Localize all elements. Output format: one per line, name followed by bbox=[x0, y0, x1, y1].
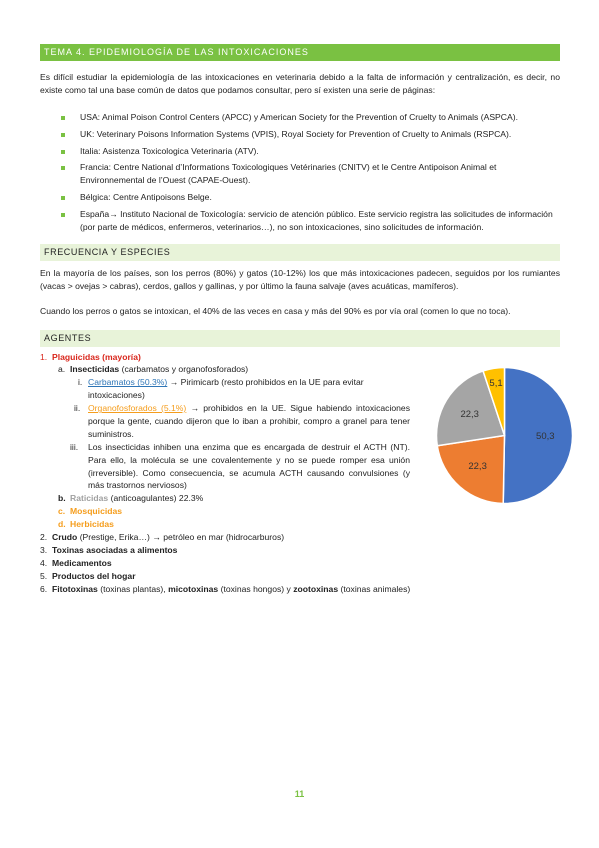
medicamentos-label: Medicamentos bbox=[52, 557, 112, 568]
micotoxinas-detail: (toxinas hongos) y bbox=[218, 583, 294, 594]
fitotoxinas-detail: (toxinas plantas), bbox=[97, 583, 169, 594]
carbamatos-label: Carbamatos (50.3%) bbox=[88, 377, 168, 388]
hogar-label: Productos del hogar bbox=[52, 570, 136, 581]
micotoxinas-label: micotoxinas bbox=[168, 583, 219, 594]
list-letter: d. bbox=[58, 519, 66, 530]
pie-data-label: 22,3 bbox=[460, 408, 479, 420]
intro-paragraph: Es difícil estudiar la epidemiología de las intoxicaciones en veterinaria debido a la falta de información y centralización, es decir, no existe como tal una base común de datos que podamos consultar, pero sí existen una serie de páginas: bbox=[40, 72, 560, 95]
list-number: 6. bbox=[40, 583, 48, 594]
raticidas-label: Raticidas bbox=[70, 493, 109, 504]
frecuencia-paragraph-2: Cuando los perros o gatos se intoxican, el 40% de las veces en casa y más del 90% es por vía oral (comen lo que no toca). bbox=[40, 305, 511, 316]
crudo-label: Crudo bbox=[52, 532, 78, 543]
agent-2 bbox=[40, 531, 552, 544]
list-letter: a. bbox=[58, 364, 66, 375]
list-item: Bélgica: Centre Antipoisons Belge. bbox=[40, 191, 560, 204]
agent-4 bbox=[40, 557, 410, 570]
pie-data-label: 50,3 bbox=[536, 430, 555, 442]
section-title-main: TEMA 4. EPIDEMIOLOGÍA DE LAS INTOXICACIONES bbox=[40, 44, 560, 61]
agent-1a-iii bbox=[40, 441, 410, 493]
section-title-frecuencia: FRECUENCIA Y ESPECIES bbox=[40, 244, 560, 261]
list-item: Francia: Centre National d’Informations Toxicologiques Vetérinaries (CNITV) et le Centre Antipoison Animal et Environnemental de l’Ouest (CAPAE-Ouest). bbox=[40, 161, 560, 187]
agent-1c bbox=[40, 505, 410, 518]
agent-1d bbox=[40, 518, 410, 531]
page bbox=[40, 40, 560, 596]
list-roman: ii. bbox=[74, 403, 81, 414]
section-title-agentes: AGENTES bbox=[40, 330, 560, 347]
pie-data-label: 22,3 bbox=[468, 460, 487, 472]
list-item: España→ Instituto Nacional de Toxicología: servicio de atención público. Este servicio registra las solicitudes de información (por parte de médicos, enfermeros, veterinarios…), no son intoxicaciones, sino solicitudes de información. bbox=[40, 208, 560, 234]
agent-1 bbox=[40, 351, 410, 364]
pie-chart bbox=[432, 363, 577, 508]
list-number: 2. bbox=[40, 532, 48, 543]
agent-1a-ii bbox=[40, 402, 410, 441]
list-item: USA: Animal Poison Control Centers (APCC) y American Society for the Prevention of Cruelty to Animals (ASPCA). bbox=[40, 111, 560, 124]
crudo-detail: (Prestige, Erika…) → petróleo en mar (hidrocarburos) bbox=[77, 532, 285, 543]
mosquicidas-label: Mosquicidas bbox=[70, 506, 123, 517]
list-number: 1. bbox=[40, 351, 48, 362]
mechanism-text: Los insecticidas inhiben una enzima que es encargada de destruir el ACTH (NT). Para ello, la molécula se une covalentemente y no se puede romper esa unión (irreversible). Como consecuencia, se acumula ACTH causando convulsiones (y más trastornos nerviosos) bbox=[88, 441, 410, 491]
list-letter: c. bbox=[58, 506, 66, 517]
zootoxinas-detail: (toxinas animales) bbox=[338, 583, 411, 594]
herbicidas-label: Herbicidas bbox=[70, 519, 114, 530]
agent-1b bbox=[40, 492, 410, 505]
list-number: 4. bbox=[40, 557, 48, 568]
frecuencia-paragraph-1: En la mayoría de los países, son los perros (80%) y gatos (10-12%) los que más intoxicaciones padecen, seguidos por los rumiantes (vacas > ovejas > cabras), cerdos, gallos y gallinas, y por último la fauna salvaje (aves acuáticas, mamíferos). bbox=[40, 267, 560, 291]
agent-1a bbox=[40, 363, 410, 376]
raticidas-detail: (anticoagulantes) 22.3% bbox=[108, 493, 204, 504]
agents-list bbox=[40, 351, 410, 596]
insecticidas-detail: (carbamatos y organofosforados) bbox=[119, 364, 249, 375]
pie-data-label: 5,1 bbox=[489, 377, 503, 389]
toxinas-label: Toxinas asociadas a alimentos bbox=[52, 544, 178, 555]
list-roman: i. bbox=[78, 377, 83, 388]
list-item: UK: Veterinary Poisons Information Systems (VPIS), Royal Society for Prevention of Cruelty to Animals (RSPCA). bbox=[40, 128, 560, 141]
list-letter: b. bbox=[58, 493, 66, 504]
zootoxinas-label: zootoxinas bbox=[293, 583, 339, 594]
list-number: 5. bbox=[40, 570, 48, 581]
agent-6 bbox=[40, 583, 562, 596]
fitotoxinas-label: Fitotoxinas bbox=[52, 583, 98, 594]
page-number: 11 bbox=[294, 789, 305, 799]
carbamatos-detail: → Pirimicarb (resto prohibidos en la UE para evitar intoxicaciones) bbox=[88, 377, 364, 401]
organofosforados-label: Organofosforados (5.1%) bbox=[88, 403, 187, 414]
agents-block bbox=[40, 351, 560, 596]
organofosforados-detail: → prohibidos en la UE. Sigue habiendo intoxicaciones porque la gente, cuando dijeron que lo iban a prohibir, compro a granel para tener suministros. bbox=[88, 403, 410, 439]
agent-3 bbox=[40, 544, 410, 557]
plaguicidas-label: Plaguicidas (mayoría) bbox=[52, 351, 141, 362]
agent-1a-i bbox=[40, 376, 410, 402]
list-roman: iii. bbox=[70, 441, 79, 452]
insecticidas-label: Insecticidas bbox=[70, 364, 120, 375]
sources-list bbox=[40, 111, 560, 234]
list-item: Italia: Asistenza Toxicologica Veterinaria (ATV). bbox=[40, 145, 560, 158]
list-number: 3. bbox=[40, 544, 48, 555]
agent-5 bbox=[40, 570, 410, 583]
